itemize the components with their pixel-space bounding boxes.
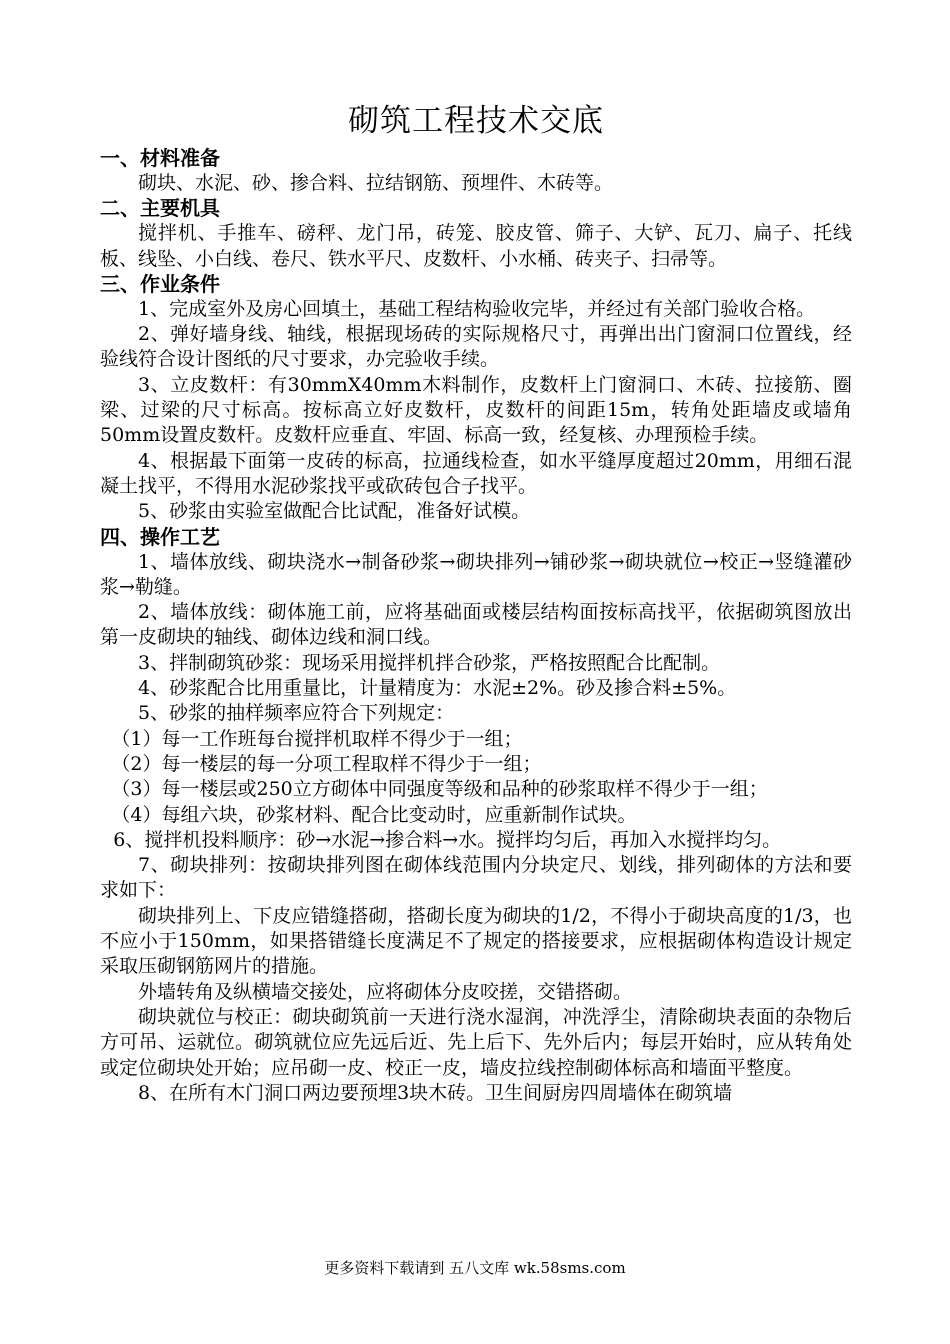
paragraph: 4、根据最下面第一皮砖的标高，拉通线检查，如水平缝厚度超过20mm，用细石混凝土找平，不得用水泥砂浆找平或砍砖包合子找平。 [100, 449, 852, 497]
paragraph: 1、墙体放线、砌块浇水→制备砂浆→砌块排列→铺砂浆→砌块就位→校正→竖缝灌砂浆→勒缝。 [100, 550, 852, 598]
paragraph: 3、拌制砌筑砂浆：现场采用搅拌机拌合砂浆，严格按照配合比配制。 [138, 651, 721, 674]
paragraph: 砌块、水泥、砂、掺合料、拉结钢筋、预埋件、木砖等。 [138, 172, 614, 194]
section-heading: 一、材料准备 [100, 146, 220, 170]
paragraph: 6、搅拌机投料顺序：砂→水泥→掺合料→水。搅拌均匀后，再加入水搅拌均匀。 [113, 828, 782, 851]
section-tools [100, 196, 852, 272]
paragraph: 8、在所有木门洞口两边要预埋3块木砖。卫生间厨房四周墙体在砌筑墙 [138, 1081, 733, 1104]
paragraph: 7、砌块排列：按砌块排列图在砌体线范围内分块定尺、划线，排列砌体的方法和要求如下： [100, 854, 852, 902]
paragraph: 5、砂浆由实验室做配合比试配，准备好试模。 [138, 500, 531, 523]
paragraph: 外墙转角及纵横墙交接处，应将砌体分皮咬搓，交错搭砌。 [138, 980, 633, 1003]
paragraph: 2、弹好墙身线、轴线，根据现场砖的实际规格尺寸，再弹出出门窗洞口位置线，经验线符合设计图纸的尺寸要求，办完验收手续。 [100, 323, 852, 371]
section-heading: 二、主要机具 [100, 196, 220, 221]
list-item: （1）每一工作班每台搅拌机取样不得少于一组； [111, 727, 523, 750]
list-item: （2）每一楼层的每一分项工程取样不得少于一组； [111, 752, 542, 775]
paragraph: 搅拌机、手推车、磅秤、龙门吊，砖笼、胶皮管、筛子、大铲、瓦刀、扁子、托线板、线坠、小白线、卷尺、铁水平尺、皮数杆、小水桶、砖夹子、扫帚等。 [100, 222, 852, 270]
page-footer: 更多资料下载请到 五八文库 wk.58sms.com [324, 1259, 626, 1277]
paragraph: 1、完成室外及房心回填土，基础工程结构验收完毕，并经过有关部门验收合格。 [138, 297, 816, 320]
paragraph: 3、立皮数杆：有30mmX40mm木料制作，皮数杆上门窗洞口、木砖、拉接筋、圈梁、过梁的尺寸标高。按标高立好皮数杆，皮数杆的间距15m，转角处距墙皮或墙角50mm设置皮数杆。皮数杆应垂直、牢固、标高一致，经复核、办理预检手续。 [100, 373, 852, 447]
paragraph: 5、砂浆的抽样频率应符合下列规定： [138, 702, 455, 725]
paragraph: 砌块排列上、下皮应错缝搭砌，搭砌长度为砌块的1/2，不得小于砌块高度的1/3，也不应小于150mm，如果搭错缝长度满足不了规定的搭接要求，应根据砌体构造设计规定采取压砌钢筋网片的措施。 [100, 904, 852, 978]
section-process [100, 525, 852, 1107]
section-heading: 四、操作工艺 [100, 524, 220, 549]
paragraph: 2、墙体放线：砌体施工前，应将基础面或楼层结构面按标高找平，依据砌筑图放出第一皮砌块的轴线、砌体边线和洞口线。 [100, 601, 852, 649]
list-item: （3）每一楼层或250立方砌体中同强度等级和品种的砂浆取样不得少于一组； [111, 778, 768, 801]
document-title: 砌筑工程技术交底 [348, 103, 604, 139]
list-item: （4）每组六块，砂浆材料、配合比变动时，应重新制作试块。 [111, 803, 637, 826]
paragraph: 砌块就位与校正：砌块砌筑前一天进行浇水湿润，冲洗浮尘，清除砌块表面的杂物后方可吊、运就位。砌筑就位应先远后近、先上后下、先外后内；每层开始时，应从转角处或定位砌块处开始；应吊砌一皮、校正一皮，墙皮拉线控制砌体标高和墙面平整度。 [100, 1005, 852, 1079]
section-materials [100, 146, 852, 196]
paragraph: 4、砂浆配合比用重量比，计量精度为：水泥±2%。砂及掺合料±5%。 [138, 677, 737, 700]
section-heading: 三、作业条件 [100, 271, 220, 296]
section-conditions [100, 272, 852, 525]
document-page [100, 100, 852, 1106]
